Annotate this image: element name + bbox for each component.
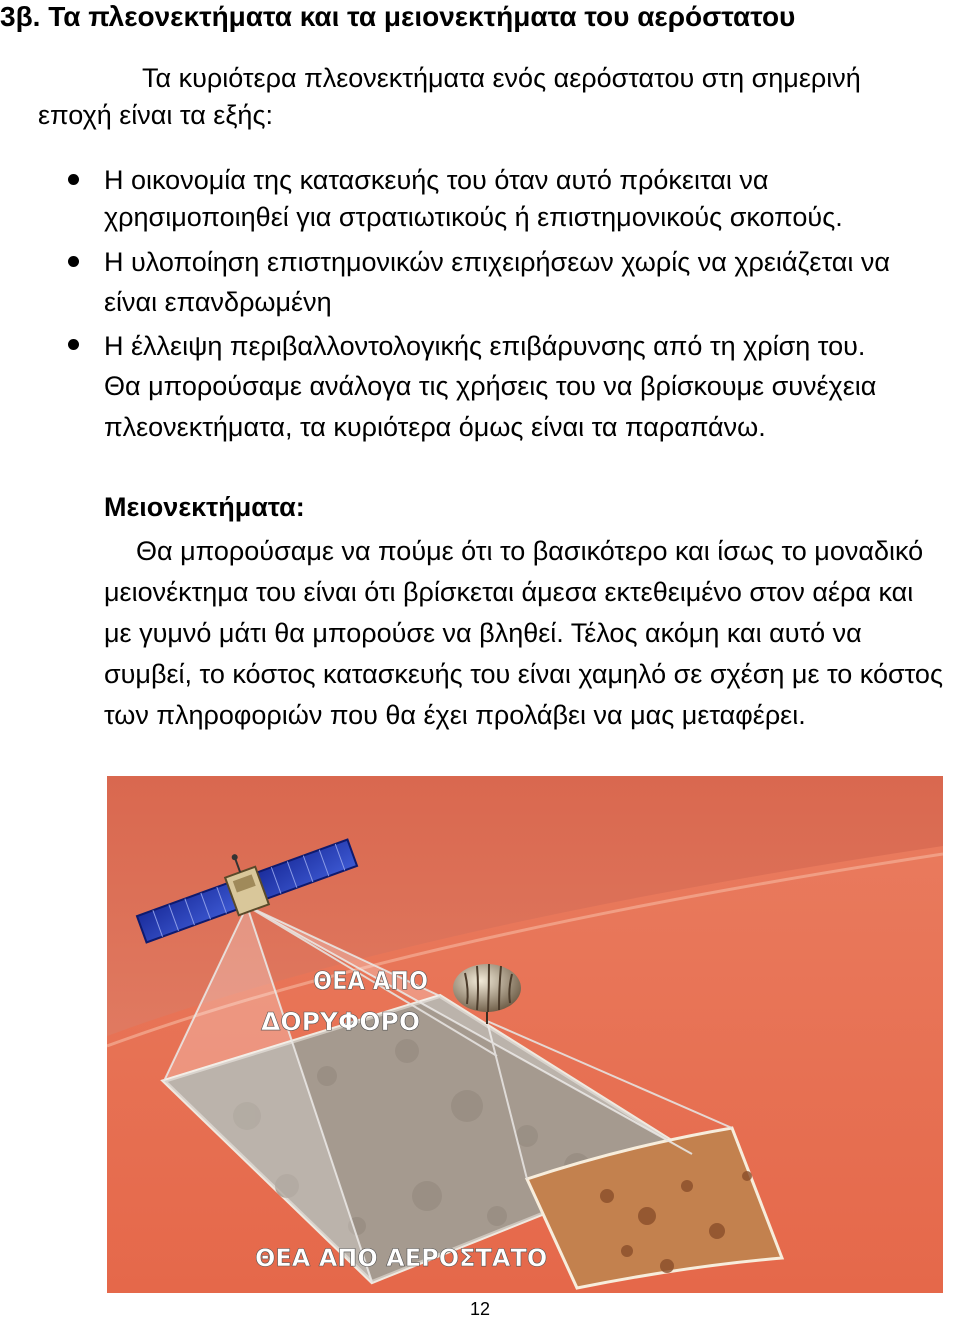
continuation-line-1: Θα μπορούσαμε ανάλογα τις χρήσεις του να βρίσκουμε συνέχεια [104,371,877,401]
label-satellite-line-2: ΔΟΡΥΦΟΡΟ [261,1007,421,1036]
bullet-icon [68,256,79,267]
disadvantages-line-3: με γυμνό μάτι θα μπορούσε να βληθεί. Τέλος ακόμη και αυτό να [104,618,862,648]
label-balloon: ΘΕΑ ΑΠΟ ΑΕΡΟΣΤΑΤΟ [255,1244,548,1272]
intro-line-2: εποχή είναι τα εξής: [38,100,273,130]
page-number: 12 [469,1299,491,1319]
label-satellite-line-1: ΘΕΑ ΑΠΟ [313,966,429,995]
disadvantages-line-1: Θα μπορούσαμε να πούμε ότι το βασικότερο και ίσως το μοναδικό [136,536,924,566]
disadvantages-line-5: των πληροφοριών που θα έχει προλάβει να μας μεταφέρει. [104,700,806,730]
page-heading: 3β. Τα πλεονεκτήματα και τα μειονεκτήματα του αερόστατου [0,1,796,32]
balloon-satellite-illustration [107,776,943,1293]
advantage-2-line-1: Η υλοποίηση επιστημονικών επιχειρήσεων χωρίς να χρειάζεται να [104,247,890,277]
continuation-line-2: πλεονεκτήματα, τα κυριότερα όμως είναι τα παραπάνω. [104,412,766,442]
advantage-2-line-2: είναι επανδρωμένη [104,287,332,317]
disadvantages-line-4: συμβεί, το κόστος κατασκευής του είναι χαμηλό σε σχέση με το κόστος [104,659,943,689]
bullet-icon [68,339,79,350]
bullet-icon [68,174,79,185]
advantage-1-line-2: χρησιμοποιηθεί για στρατιωτικούς ή επιστημονικούς σκοπούς. [104,202,843,232]
advantage-1-line-1: Η οικονομία της κατασκευής του όταν αυτό πρόκειται να [104,165,769,195]
intro-line-1: Τα κυριότερα πλεονεκτήματα ενός αερόστατου στη σημερινή [142,63,861,93]
advantage-3-line-1: Η έλλειψη περιβαλλοντολογικής επιβάρυνσης από τη χρίση του. [104,331,866,361]
disadvantages-line-2: μειονέκτημα του είναι ότι βρίσκεται άμεσα εκτεθειμένο στον αέρα και [104,577,914,607]
disadvantages-title: Μειονεκτήματα: [104,492,305,522]
